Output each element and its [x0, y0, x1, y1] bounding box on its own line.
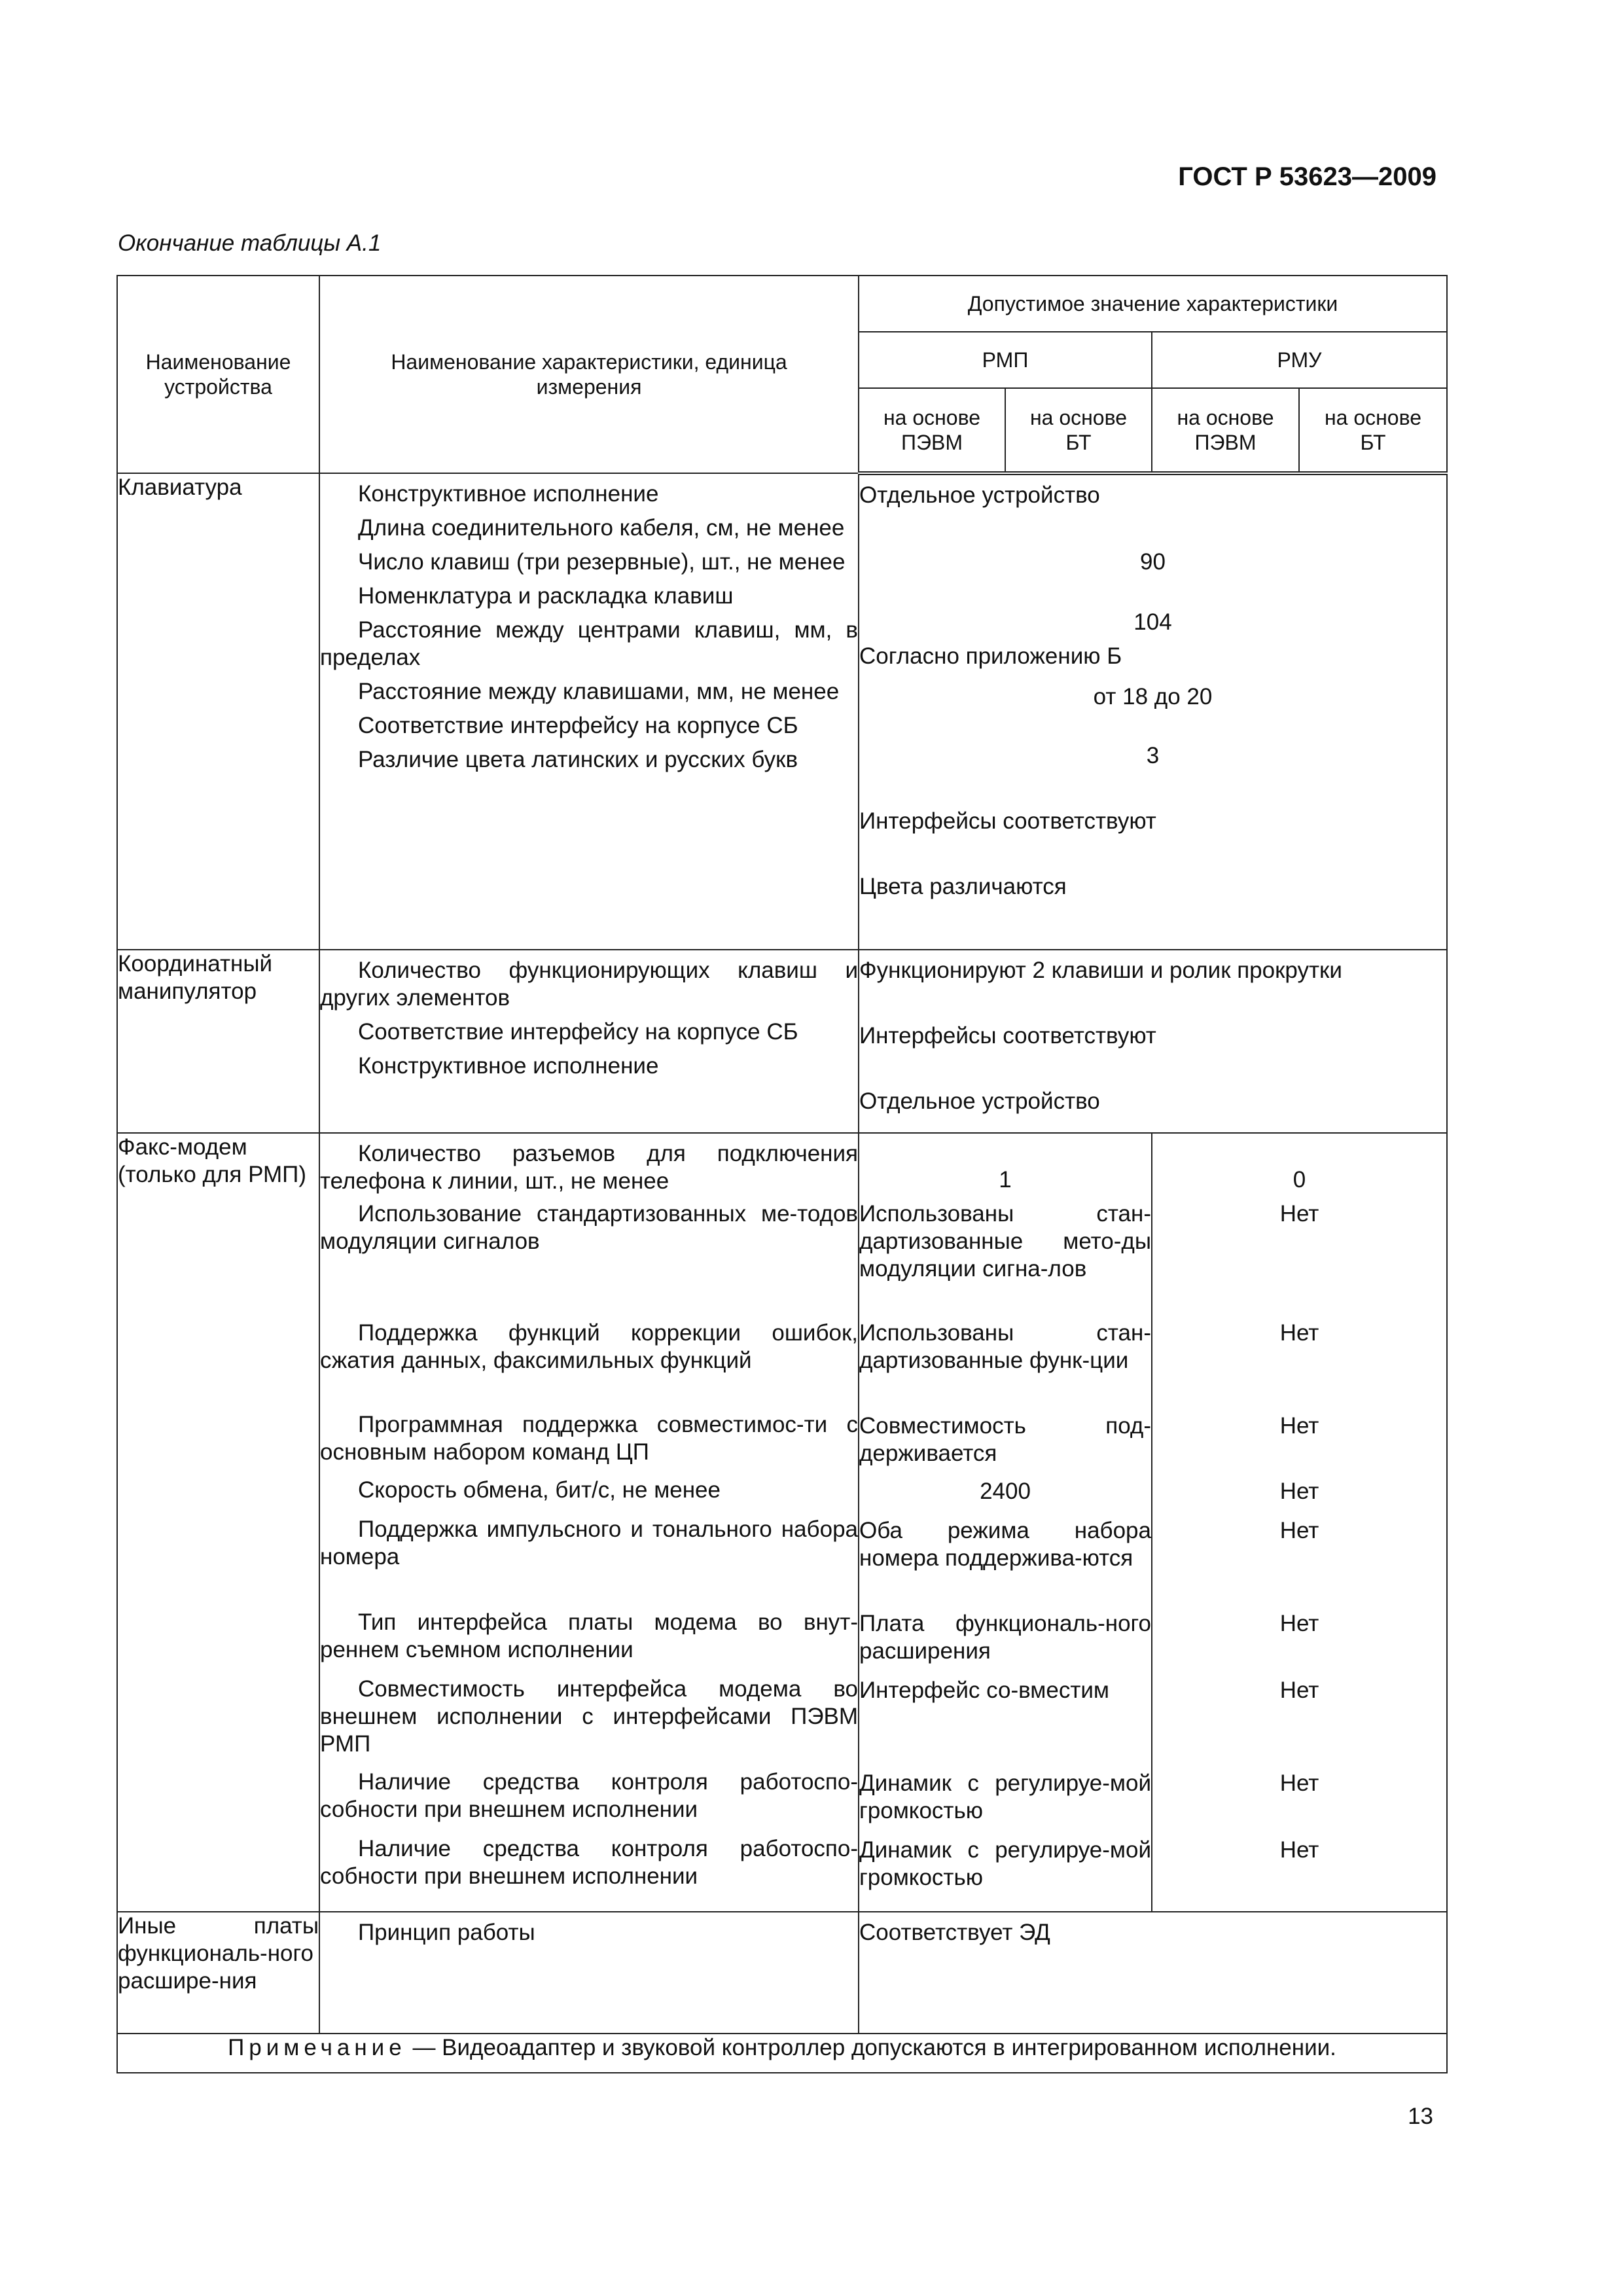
characteristic-item: Скорость обмена, бит/с, не менее: [358, 1477, 721, 1503]
characteristic-item: Длина соединительного кабеля, см, не менее: [358, 515, 845, 541]
group-fax-modem: [117, 1133, 1447, 1912]
page-number: 13: [1408, 2104, 1433, 2129]
header-rmp-bt: на основе БТ: [1005, 388, 1152, 473]
characteristic-item: Соответствие интерфейсу на корпусе СБ: [358, 1019, 798, 1045]
values-list: [859, 1912, 1447, 2034]
characteristic-item: Тип интерфейса платы модема во внут-реннем съемном исполнении: [320, 1609, 858, 1662]
value-item: Отдельное устройство: [859, 1088, 1100, 1114]
group-mouse: [117, 950, 1447, 1133]
value-item: Динамик с регулируе-мой громкостью: [859, 1770, 1151, 1823]
value-item: Интерфейсы соответствуют: [859, 808, 1156, 834]
header-allowed-value: Допустимое значение характеристики: [859, 276, 1447, 332]
characteristic-item: Принцип работы: [358, 1920, 535, 1945]
value-item: Динамик с регулируе-мой громкостью: [859, 1837, 1151, 1890]
value-item: 1: [999, 1167, 1012, 1193]
characteristics-list: [319, 950, 859, 1133]
value-item: Нет: [1279, 1518, 1319, 1543]
characteristic-item: Совместимость интерфейса модема во внешнем исполнении с интерфейсами ПЭВМ РМП: [320, 1676, 858, 1757]
characteristic-item: Конструктивное исполнение: [358, 1053, 659, 1079]
characteristic-item: Количество разъемов для подключения телефона к линии, шт., не менее: [320, 1141, 858, 1194]
value-item: 3: [1146, 743, 1160, 768]
note-text: — Видеоадаптер и звуковой контроллер допускаются в интегрированном исполнении.: [412, 2035, 1336, 2060]
rmu-values: [1152, 1133, 1447, 1912]
value-item: Отдельное устройство: [859, 482, 1100, 508]
device-name: Факс-модем (только для РМП): [117, 1133, 319, 1912]
value-item: Нет: [1279, 1479, 1319, 1504]
value-item: Использованы стан-дартизованные функ-ции: [859, 1320, 1151, 1373]
value-item: Интерфейсы соответствуют: [859, 1023, 1156, 1049]
header-rmp-pevm: на основе ПЭВМ: [859, 388, 1005, 473]
group-keyboard: [117, 473, 1447, 950]
characteristic-item: Наличие средства контроля работоспо-собности при внешнем исполнении: [320, 1836, 858, 1889]
device-name: Клавиатура: [117, 473, 319, 950]
table-caption: Окончание таблицы А.1: [118, 230, 382, 256]
value-item: Функционируют 2 клавиши и ролик прокрутки: [859, 958, 1342, 983]
value-item: Нет: [1279, 1837, 1319, 1863]
rmp-values: [859, 1133, 1152, 1912]
value-item: от 18 до 20: [1093, 684, 1213, 709]
value-item: Интерфейс со-вместим: [859, 1677, 1109, 1703]
header-rmp: РМП: [859, 332, 1152, 388]
specification-table: [116, 275, 1448, 2073]
value-item: Соответствует ЭД: [859, 1920, 1050, 1945]
value-item: Нет: [1279, 1320, 1319, 1346]
value-item: Нет: [1279, 1611, 1319, 1636]
note-cell: [117, 2034, 1447, 2073]
characteristic-item: Расстояние между центрами клавиш, мм, в пределах: [320, 617, 858, 670]
value-item: Оба режима набора номера поддержива-ются: [859, 1518, 1151, 1571]
table-note: [117, 2034, 1447, 2073]
characteristic-item: Различие цвета латинских и русских букв: [358, 747, 798, 772]
value-item: 90: [1140, 549, 1166, 575]
value-item: Нет: [1279, 1413, 1319, 1439]
characteristic-item: Поддержка импульсного и тонального набора номера: [320, 1516, 858, 1570]
characteristic-item: Наличие средства контроля работоспо-собности при внешнем исполнении: [320, 1769, 858, 1822]
header-rmu-pevm: на основе ПЭВМ: [1152, 388, 1299, 473]
characteristic-item: Соответствие интерфейсу на корпусе СБ: [358, 713, 798, 738]
group-other-boards: [117, 1912, 1447, 2034]
characteristics-list: [319, 1133, 859, 1912]
values-list: [859, 473, 1447, 950]
header-rmu: РМУ: [1152, 332, 1447, 388]
value-item: Совместимость под-держивается: [859, 1413, 1151, 1466]
value-item: 0: [1293, 1167, 1306, 1193]
value-item: Нет: [1279, 1201, 1319, 1227]
characteristic-item: Расстояние между клавишами, мм, не менее: [358, 679, 840, 704]
value-item: 104: [1133, 609, 1172, 635]
value-item: Нет: [1279, 1677, 1319, 1703]
characteristics-list: [319, 473, 859, 950]
value-item: Нет: [1279, 1770, 1319, 1796]
device-name: Координатный манипулятор: [117, 950, 319, 1133]
note-label: Примечание: [228, 2035, 406, 2060]
characteristics-list: [319, 1912, 859, 2034]
characteristic-item: Программная поддержка совместимос-ти с основным набором команд ЦП: [320, 1412, 858, 1465]
characteristic-item: Поддержка функций коррекции ошибок, сжатия данных, факсимильных функций: [320, 1320, 858, 1373]
value-item: Плата функциональ-ного расширения: [859, 1611, 1151, 1664]
characteristic-item: Конструктивное исполнение: [358, 481, 659, 507]
device-name: Иные платы функциональ-ного расшире-ния: [117, 1912, 319, 2034]
characteristic-item: Количество функционирующих клавиш и других элементов: [320, 958, 858, 1011]
values-list: [859, 950, 1447, 1133]
value-item: 2400: [980, 1479, 1031, 1504]
header-characteristic: Наименование характеристики, единица измерения: [319, 276, 859, 473]
value-item: Согласно приложению Б: [859, 643, 1122, 669]
characteristic-item: Число клавиш (три резервные), шт., не менее: [358, 549, 846, 575]
value-item: Использованы стан-дартизованные мето-ды модуляции сигна-лов: [859, 1201, 1151, 1282]
value-item: Цвета различаются: [859, 874, 1067, 899]
header-rmu-bt: на основе БТ: [1299, 388, 1447, 473]
characteristic-item: Использование стандартизованных ме-тодов модуляции сигналов: [320, 1201, 858, 1254]
document-code: ГОСТ Р 53623—2009: [1178, 162, 1436, 191]
header-device: Наименование устройства: [117, 276, 319, 473]
characteristic-item: Номенклатура и раскладка клавиш: [358, 583, 734, 609]
